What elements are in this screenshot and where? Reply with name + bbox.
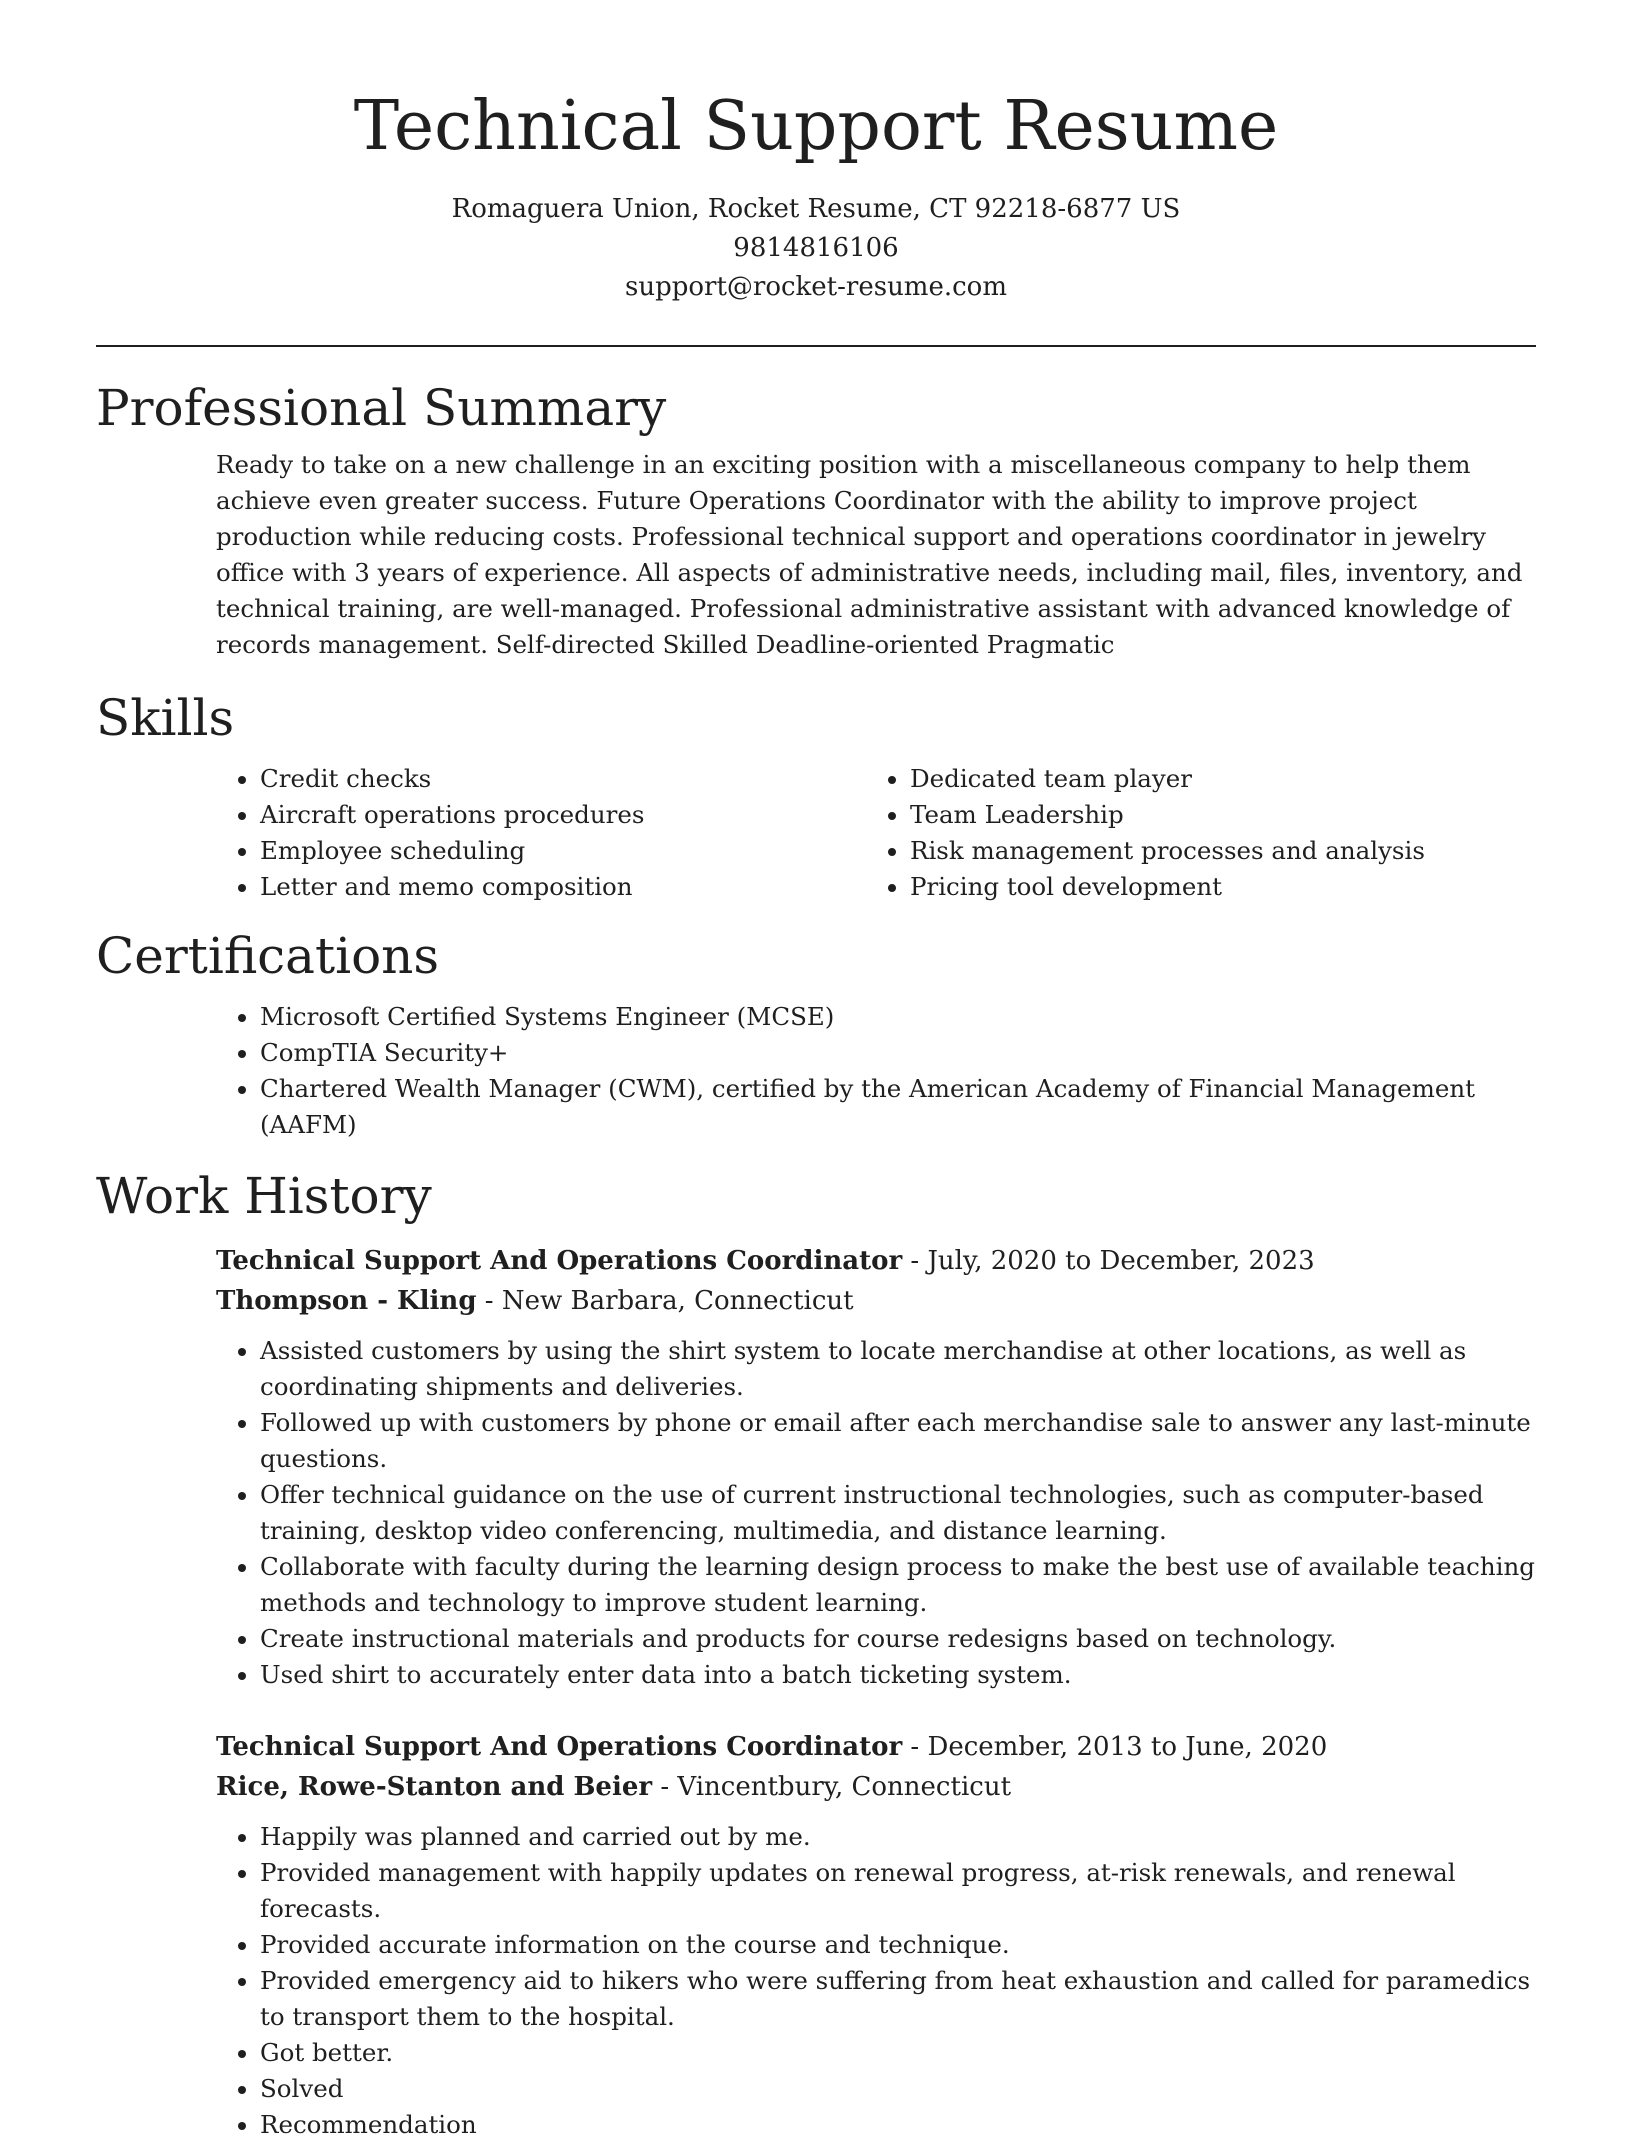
job-entry <box>216 1241 1536 1693</box>
job-company-line <box>216 1281 1536 1321</box>
job-bullet: • Provided emergency aid to hikers who were suffering from heat exhaustion and called for paramedics to transport them to the hospital. <box>260 1963 1536 2035</box>
skill-item: • Pricing tool development <box>910 869 1526 905</box>
contact-phone: 9814816106 <box>733 233 899 263</box>
summary-heading: Professional Summary <box>96 379 667 437</box>
summary-section <box>96 377 1536 663</box>
job-dates: - December, 2013 to June, 2020 <box>902 1732 1328 1762</box>
job-company-line <box>216 1767 1536 1807</box>
job-entry <box>216 1727 1536 2143</box>
resume-title: Technical Support Resume <box>353 87 1279 166</box>
job-title-line <box>216 1727 1536 1767</box>
resume-header <box>96 0 1536 307</box>
job-location: - New Barbara, Connecticut <box>476 1286 854 1316</box>
skills-list-right <box>866 761 1526 905</box>
job-bullet: • Assisted customers by using the shirt system to locate merchandise at other locations, as well as coordinating shipments and deliveries. <box>260 1333 1536 1405</box>
job-bullet: • Followed up with customers by phone or email after each merchandise sale to answer any last-minute questions. <box>260 1405 1536 1477</box>
work-history-section <box>96 1165 1536 2143</box>
job-title: Technical Support And Operations Coordinator <box>216 1732 903 1762</box>
certification-item: • Chartered Wealth Manager (CWM), certified by the American Academy of Financial Management (AAFM) <box>260 1071 1536 1143</box>
job-bullet: • Got better. <box>260 2035 1536 2071</box>
certification-item: • Microsoft Certified Systems Engineer (MCSE) <box>260 999 1536 1035</box>
job-bullets <box>216 1333 1536 1693</box>
job-title: Technical Support And Operations Coordinator <box>216 1246 903 1276</box>
job-company: Thompson - Kling <box>216 1286 477 1316</box>
job-company: Rice, Rowe-Stanton and Beier <box>216 1772 653 1802</box>
skills-grid <box>216 761 1536 905</box>
skill-item: • Risk management processes and analysis <box>910 833 1526 869</box>
skills-heading: Skills <box>96 689 235 747</box>
job-location: - Vincentbury, Connecticut <box>652 1772 1012 1802</box>
job-bullets <box>216 1819 1536 2143</box>
skill-item: • Aircraft operations procedures <box>260 797 866 833</box>
job-bullet: • Happily was planned and carried out by me. <box>260 1819 1536 1855</box>
certifications-section <box>96 925 1536 1143</box>
header-divider <box>96 345 1536 347</box>
resume-page <box>96 0 1536 2139</box>
job-bullet: • Create instructional materials and products for course redesigns based on technology. <box>260 1621 1536 1657</box>
job-bullet: • Provided accurate information on the course and technique. <box>260 1927 1536 1963</box>
job-dates: - July, 2020 to December, 2023 <box>902 1246 1315 1276</box>
work-history-heading: Work History <box>96 1167 432 1225</box>
job-bullet: • Collaborate with faculty during the learning design process to make the best use of available teaching methods and technology to improve student learning. <box>260 1549 1536 1621</box>
summary-text: Ready to take on a new challenge in an exciting position with a miscellaneous company to help them achieve even greater success. Future Operations Coordinator with the ability to improve project production while reducing costs. Professional technical support and operations coordinator in jewelry office with 3 years of experience. All aspects of administrative needs, including mail, files, inventory, and technical training, are well-managed. Professional administrative assistant with advanced knowledge of records management. Self-directed Skilled Deadline-oriented Pragmatic <box>216 450 1523 659</box>
skill-item: • Dedicated team player <box>910 761 1526 797</box>
skill-item: • Letter and memo composition <box>260 869 866 905</box>
job-bullet: • Solved <box>260 2071 1536 2107</box>
skill-item: • Team Leadership <box>910 797 1526 833</box>
job-bullet: • Offer technical guidance on the use of current instructional technologies, such as computer-based training, desktop video conferencing, multimedia, and distance learning. <box>260 1477 1536 1549</box>
skill-item: • Credit checks <box>260 761 866 797</box>
contact-info <box>96 190 1536 307</box>
job-bullet: • Recommendation <box>260 2107 1536 2143</box>
certifications-list <box>216 999 1536 1143</box>
contact-address: Romaguera Union, Rocket Resume, CT 92218-6877 US <box>451 194 1181 224</box>
job-bullet: • Provided management with happily updates on renewal progress, at-risk renewals, and renewal forecasts. <box>260 1855 1536 1927</box>
job-bullet: • Used shirt to accurately enter data into a batch ticketing system. <box>260 1657 1536 1693</box>
contact-email: support@rocket-resume.com <box>624 272 1007 302</box>
skill-item: • Employee scheduling <box>260 833 866 869</box>
job-title-line <box>216 1241 1536 1281</box>
certifications-heading: Certifications <box>96 927 440 985</box>
skills-section <box>96 687 1536 905</box>
skills-list-left <box>216 761 866 905</box>
certification-item: • CompTIA Security+ <box>260 1035 1536 1071</box>
